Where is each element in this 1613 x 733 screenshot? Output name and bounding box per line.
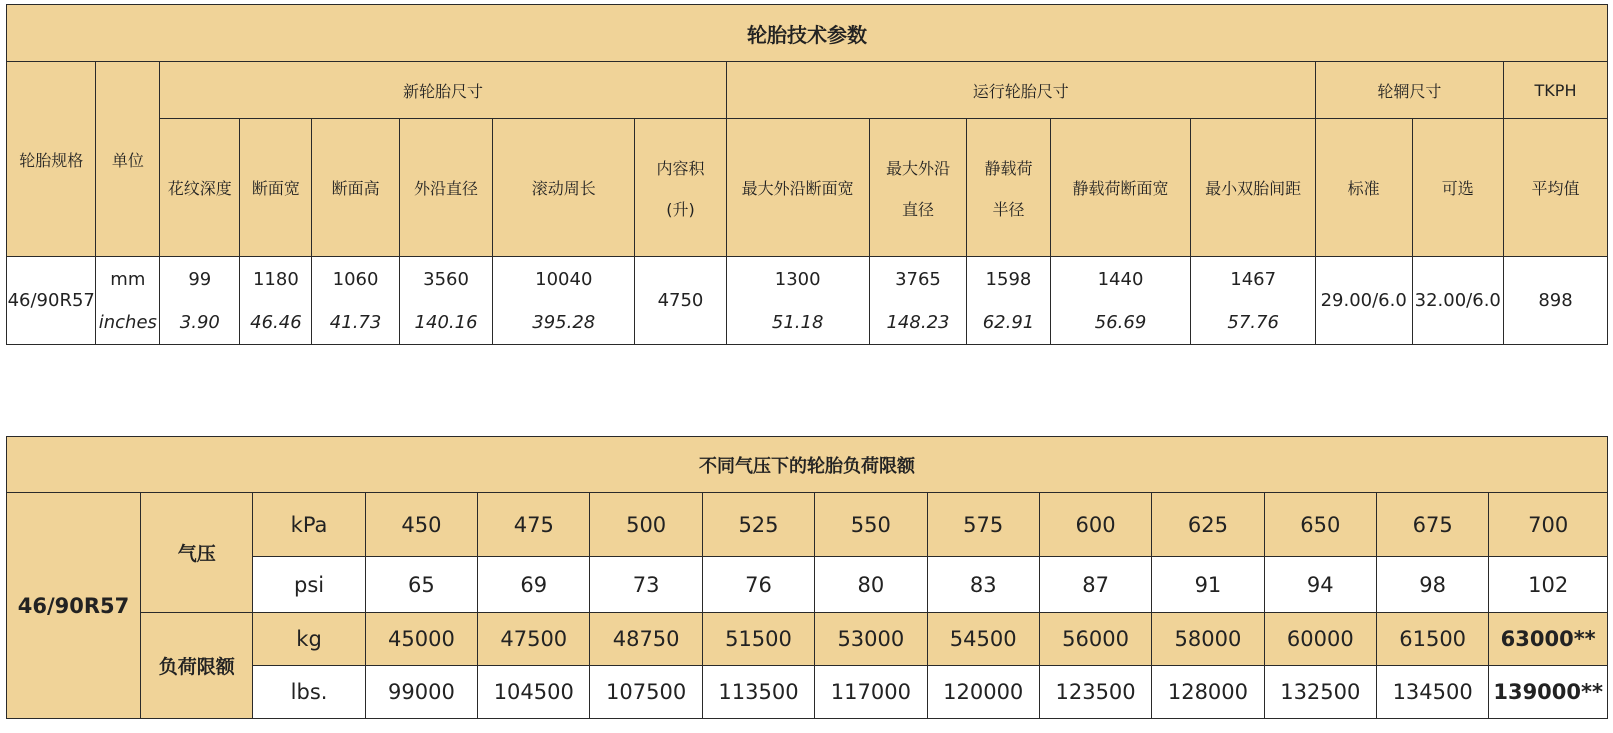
cell-rim-optional: 32.00/6.0 <box>1412 257 1504 345</box>
table-row <box>7 257 1608 345</box>
psi-value: 65 <box>365 557 477 613</box>
cell-static-section-width <box>1050 257 1191 345</box>
header-slr-line2: 半径 <box>992 199 1025 219</box>
kg-value: 60000 <box>1264 613 1376 666</box>
kg-value: 63000** <box>1489 613 1608 666</box>
header-outer-diameter: 外沿直径 <box>399 119 493 257</box>
lbs-value: 123500 <box>1039 666 1151 719</box>
load-limit-label: 负荷限额 <box>141 613 253 719</box>
cell-static-loaded-radius <box>967 257 1050 345</box>
kpa-value: 525 <box>702 493 814 557</box>
value-inches: 62.91 <box>982 311 1035 333</box>
value-mm: 1060 <box>332 268 379 290</box>
value-mm: 10040 <box>535 268 593 290</box>
kpa-value: 550 <box>815 493 927 557</box>
unit-kpa: kPa <box>253 493 365 557</box>
model-label: 46/90R57 <box>7 493 141 719</box>
cell-volume: 4750 <box>635 257 727 345</box>
header-static-loaded-radius <box>967 119 1050 257</box>
unit-inches: inches <box>98 311 157 333</box>
psi-value: 83 <box>927 557 1039 613</box>
lbs-value: 104500 <box>478 666 590 719</box>
header-section-height: 断面高 <box>312 119 399 257</box>
header-slr-line1: 静载荷 <box>984 158 1033 178</box>
psi-value: 80 <box>815 557 927 613</box>
kpa-value: 625 <box>1152 493 1264 557</box>
psi-value: 87 <box>1039 557 1151 613</box>
cell-section-width <box>240 257 312 345</box>
psi-value: 73 <box>590 557 702 613</box>
lbs-value: 120000 <box>927 666 1039 719</box>
header-rim-standard: 标准 <box>1315 119 1412 257</box>
header-max-outer-diameter <box>869 119 967 257</box>
psi-value: 69 <box>478 557 590 613</box>
group-rim-dimensions: 轮辋尺寸 <box>1315 62 1503 119</box>
lbs-value: 134500 <box>1376 666 1488 719</box>
psi-value: 98 <box>1376 557 1488 613</box>
lbs-value: 107500 <box>590 666 702 719</box>
value-inches: 46.46 <box>250 311 302 333</box>
header-unit: 单位 <box>96 62 160 257</box>
header-volume-line2: (升) <box>666 199 695 219</box>
lbs-value: 128000 <box>1152 666 1264 719</box>
psi-value: 91 <box>1152 557 1264 613</box>
header-tkph-average: 平均值 <box>1504 119 1608 257</box>
group-new-tire-dimensions: 新轮胎尺寸 <box>160 62 727 119</box>
kpa-value: 675 <box>1376 493 1488 557</box>
psi-value: 76 <box>702 557 814 613</box>
lbs-value: 139000** <box>1489 666 1608 719</box>
cell-rolling-circumference <box>493 257 635 345</box>
pressure-label: 气压 <box>141 493 253 613</box>
value-inches: 140.16 <box>414 311 478 333</box>
kg-value: 56000 <box>1039 613 1151 666</box>
value-mm: 3765 <box>895 268 941 290</box>
cell-max-section-width <box>726 257 869 345</box>
kpa-value: 500 <box>590 493 702 557</box>
header-max-od-line1: 最大外沿 <box>885 158 950 178</box>
kg-value: 54500 <box>927 613 1039 666</box>
table-row <box>7 613 1608 666</box>
unit-psi: psi <box>253 557 365 613</box>
kg-value: 58000 <box>1152 613 1264 666</box>
value-inches: 3.90 <box>179 311 220 333</box>
header-rim-optional: 可选 <box>1412 119 1504 257</box>
group-running-tire-dimensions: 运行轮胎尺寸 <box>726 62 1315 119</box>
kg-value: 48750 <box>590 613 702 666</box>
cell-tire-size: 46/90R57 <box>7 257 96 345</box>
kpa-value: 600 <box>1039 493 1151 557</box>
value-inches: 56.69 <box>1094 311 1147 333</box>
kpa-value: 650 <box>1264 493 1376 557</box>
cell-min-dual-spacing <box>1191 257 1315 345</box>
kpa-value: 475 <box>478 493 590 557</box>
lbs-value: 113500 <box>702 666 814 719</box>
header-max-od-line2: 直径 <box>901 199 934 219</box>
psi-value: 94 <box>1264 557 1376 613</box>
cell-unit <box>96 257 160 345</box>
table-row <box>7 493 1608 557</box>
value-inches: 395.28 <box>532 311 596 333</box>
value-inches: 51.18 <box>771 311 824 333</box>
cell-section-height <box>312 257 399 345</box>
psi-value: 102 <box>1489 557 1608 613</box>
value-mm: 1467 <box>1230 268 1277 290</box>
value-mm: 1180 <box>252 268 299 290</box>
value-inches: 41.73 <box>329 311 382 333</box>
kg-value: 51500 <box>702 613 814 666</box>
kpa-value: 700 <box>1489 493 1608 557</box>
cell-outer-diameter <box>399 257 493 345</box>
header-max-section-width: 最大外沿断面宽 <box>726 119 869 257</box>
cell-tread-depth <box>160 257 240 345</box>
kpa-value: 575 <box>927 493 1039 557</box>
header-volume <box>635 119 727 257</box>
cell-rim-standard: 29.00/6.0 <box>1315 257 1412 345</box>
header-tread-depth: 花纹深度 <box>160 119 240 257</box>
kg-value: 45000 <box>365 613 477 666</box>
header-min-dual-spacing: 最小双胎间距 <box>1191 119 1315 257</box>
kpa-value: 450 <box>365 493 477 557</box>
value-mm: 1598 <box>985 268 1032 290</box>
unit-kg: kg <box>253 613 365 666</box>
value-mm: 1300 <box>774 268 821 290</box>
header-section-width: 断面宽 <box>240 119 312 257</box>
value-inches: 57.76 <box>1227 311 1279 333</box>
value-mm: 1440 <box>1097 268 1144 290</box>
kg-value: 53000 <box>815 613 927 666</box>
value-mm: 99 <box>188 268 212 290</box>
header-rolling-circumference: 滚动周长 <box>493 119 635 257</box>
lbs-value: 132500 <box>1264 666 1376 719</box>
cell-tkph: 898 <box>1504 257 1608 345</box>
value-inches: 148.23 <box>886 311 950 333</box>
group-tkph: TKPH <box>1504 62 1608 119</box>
value-mm: 3560 <box>423 268 469 290</box>
unit-lbs: lbs. <box>253 666 365 719</box>
cell-max-outer-diameter <box>869 257 967 345</box>
lbs-value: 99000 <box>365 666 477 719</box>
lbs-value: 117000 <box>815 666 927 719</box>
header-volume-line1: 内容积 <box>656 158 705 178</box>
load-limit-table <box>6 436 1608 719</box>
spec-table-title: 轮胎技术参数 <box>7 5 1608 62</box>
kg-value: 61500 <box>1376 613 1488 666</box>
header-static-section-width: 静载荷断面宽 <box>1050 119 1191 257</box>
tire-spec-table <box>6 4 1608 345</box>
unit-mm: mm <box>110 268 146 290</box>
load-table-title: 不同气压下的轮胎负荷限额 <box>7 437 1608 493</box>
kg-value: 47500 <box>478 613 590 666</box>
header-tire-size: 轮胎规格 <box>7 62 96 257</box>
